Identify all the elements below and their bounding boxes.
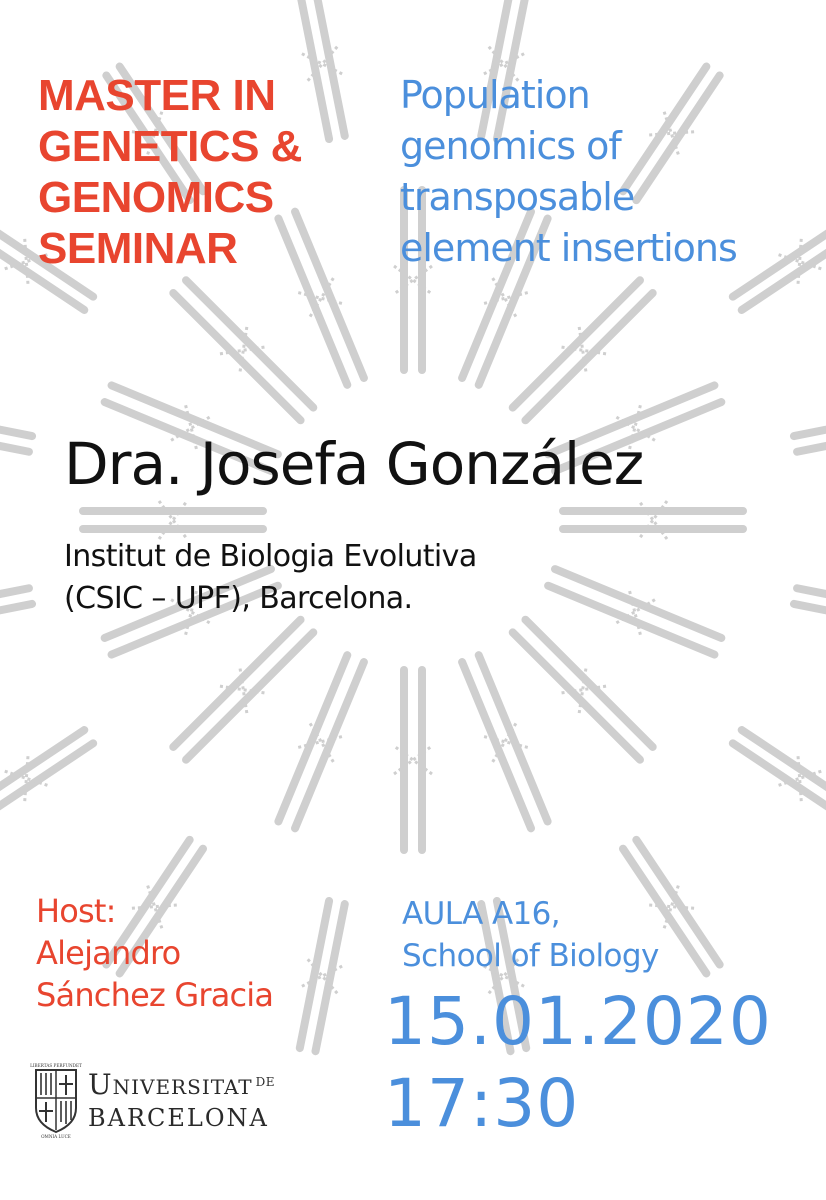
chromosome-icon xyxy=(453,651,557,832)
seminar-series-title xyxy=(38,70,302,274)
seminar-title-line: GENOMICS xyxy=(38,173,274,222)
chromosome-icon xyxy=(506,613,660,767)
chromosome-icon xyxy=(394,670,432,850)
chromosome-icon xyxy=(727,722,826,835)
host-name-line: Sánchez Gracia xyxy=(36,976,274,1014)
wordmark-line-1 xyxy=(88,1066,275,1103)
seal-bottom-text: OMNIA LUCE xyxy=(41,1134,71,1139)
seminar-title-line: GENETICS & xyxy=(38,122,302,171)
wordmark-line-2: BARCELONA xyxy=(88,1104,269,1132)
affiliation-line: Institut de Biologia Evolutiva xyxy=(64,539,477,574)
seminar-title-line: SEMINAR xyxy=(38,224,238,273)
speaker-affiliation xyxy=(64,536,477,620)
wordmark-de: DE xyxy=(255,1075,276,1089)
chromosome-icon xyxy=(792,397,826,462)
chromosome-icon xyxy=(0,578,34,643)
talk-title-line: Population xyxy=(400,73,590,117)
host-block xyxy=(36,890,273,1016)
seal-top-text: LIBERTAS PERFUNDET xyxy=(30,1063,82,1068)
chromosome-icon xyxy=(727,205,826,318)
speaker-name: Dra. Josefa González xyxy=(64,430,644,498)
chromosome-icon xyxy=(269,651,373,832)
chromosome-icon xyxy=(506,273,660,427)
event-time: 17:30 xyxy=(384,1065,580,1142)
host-name-line: Alejandro xyxy=(36,934,181,972)
chromosome-icon xyxy=(166,613,320,767)
chromosome-icon xyxy=(166,273,320,427)
chromosome-icon xyxy=(290,899,355,1053)
event-date: 15.01.2020 xyxy=(384,983,772,1060)
host-label: Host: xyxy=(36,892,116,930)
talk-title xyxy=(400,70,737,274)
talk-title-line: transposable xyxy=(400,175,635,219)
venue-line: AULA A16, xyxy=(402,896,561,932)
chromosome-icon xyxy=(83,501,263,539)
chromosome-icon xyxy=(0,722,99,835)
chromosome-icon xyxy=(0,397,34,462)
university-wordmark xyxy=(88,1066,275,1133)
seminar-title-line: MASTER IN xyxy=(38,71,276,120)
wordmark-rest: NIVERSITAT xyxy=(112,1075,253,1099)
university-seal-icon xyxy=(30,1060,82,1140)
venue-line: School of Biology xyxy=(402,938,659,974)
affiliation-line: (CSIC – UPF), Barcelona. xyxy=(64,581,413,616)
venue-block xyxy=(402,893,659,977)
chromosome-icon xyxy=(792,578,826,643)
talk-title-line: element insertions xyxy=(400,226,737,270)
talk-title-line: genomics of xyxy=(400,124,621,168)
university-logo xyxy=(30,1060,300,1140)
wordmark-initial: U xyxy=(88,1068,113,1101)
chromosome-icon xyxy=(544,560,725,664)
chromosome-icon xyxy=(563,501,743,539)
